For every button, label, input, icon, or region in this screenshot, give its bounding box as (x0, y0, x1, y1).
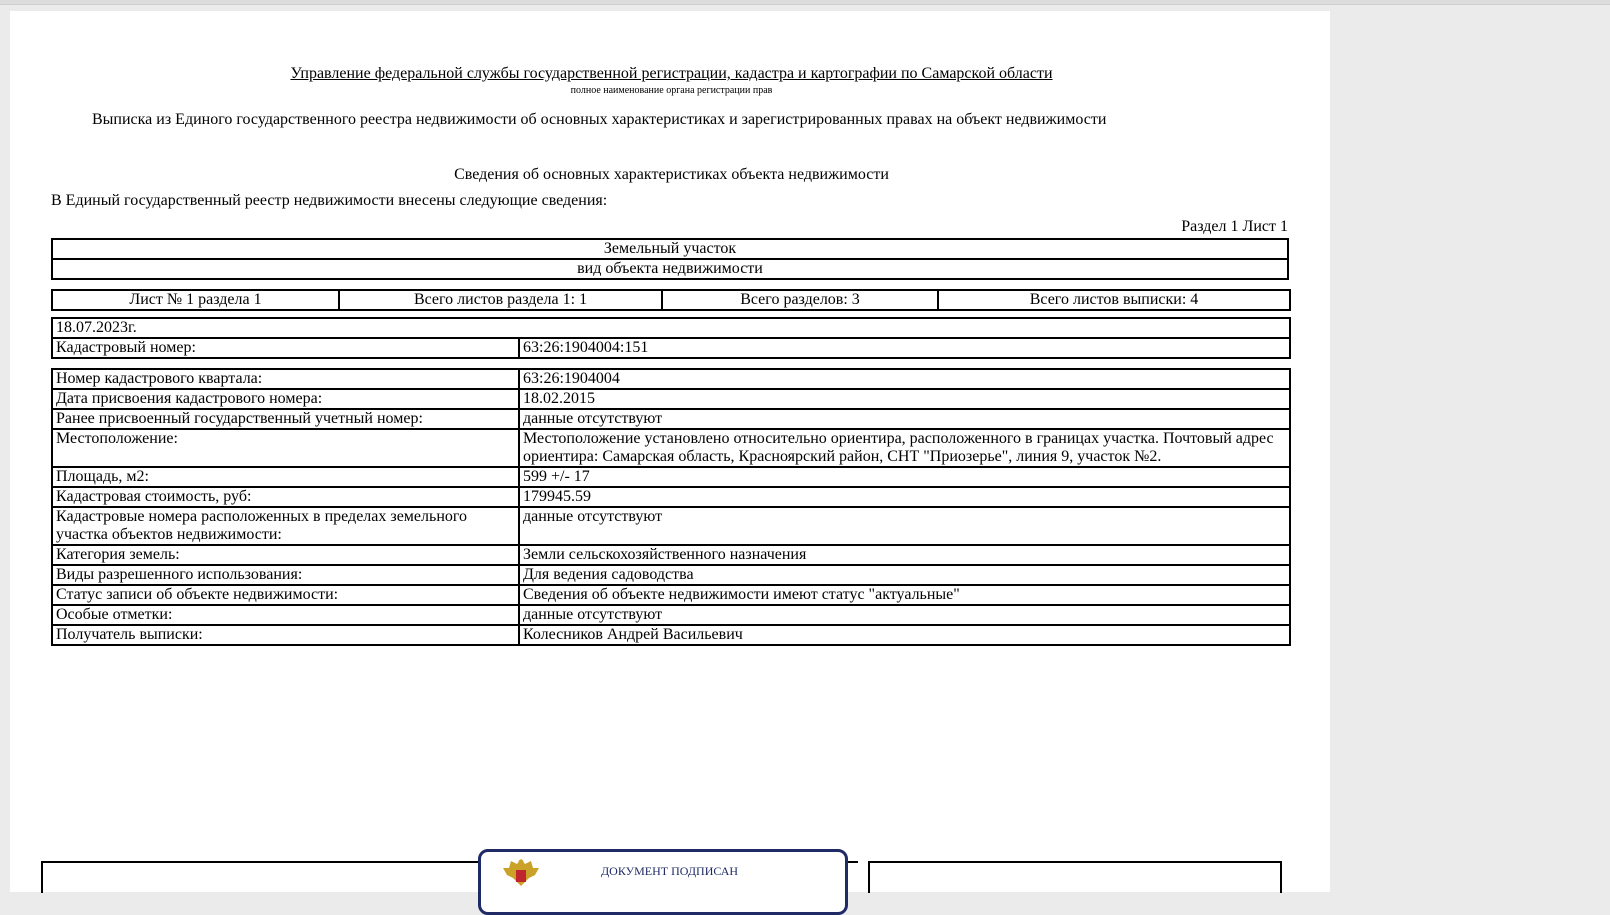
row-label: Площадь, м2: (52, 467, 519, 487)
document-page (10, 11, 1330, 892)
row-value: Для ведения садоводства (519, 565, 1290, 585)
row-label: Статус записи об объекте недвижимости: (52, 585, 519, 605)
row-label: Кадастровая стоимость, руб: (52, 487, 519, 507)
digital-signature-stamp (478, 849, 848, 915)
viewer-top-bar (0, 0, 1610, 5)
table-row (52, 507, 1290, 545)
row-value: Сведения об объекте недвижимости имеют статус "актуальные" (519, 585, 1290, 605)
row-label: Категория земель: (52, 545, 519, 565)
table-row (52, 487, 1290, 507)
row-label: Виды разрешенного использования: (52, 565, 519, 585)
sheets-table (51, 289, 1291, 311)
sheet-number: Лист № 1 раздела 1 (52, 290, 339, 310)
cadastral-number-value: 63:26:1904004:151 (519, 338, 1290, 358)
row-value: данные отсутствуют (519, 507, 1290, 545)
row-value: Земли сельскохозяйственного назначения (519, 545, 1290, 565)
table-row (52, 565, 1290, 585)
row-value: Колесников Андрей Васильевич (519, 625, 1290, 645)
row-label: Особые отметки: (52, 605, 519, 625)
row-label: Местоположение: (52, 429, 519, 467)
row-value: 599 +/- 17 (519, 467, 1290, 487)
table-row (52, 585, 1290, 605)
row-label: Кадастровые номера расположенных в пределах земельного участка объектов недвижимости: (52, 507, 519, 545)
signature-table-right (868, 861, 1282, 893)
extract-sheets-total: Всего листов выписки: 4 (938, 290, 1290, 310)
extract-title: Выписка из Единого государственного реестра недвижимости об основных характеристиках и зарегистрированных правах на объект недвижимости (92, 111, 1107, 128)
table-row (52, 389, 1290, 409)
table-row (52, 467, 1290, 487)
table-row (52, 545, 1290, 565)
row-label: Ранее присвоенный государственный учетный номер: (52, 409, 519, 429)
table-row (52, 369, 1290, 389)
section-title: Сведения об основных характеристиках объекта недвижимости (454, 166, 889, 183)
table-row (52, 605, 1290, 625)
sections-total: Всего разделов: 3 (662, 290, 938, 310)
row-value: 63:26:1904004 (519, 369, 1290, 389)
table-row (52, 429, 1290, 467)
row-value: данные отсутствуют (519, 605, 1290, 625)
viewer-background-pane (1330, 11, 1610, 892)
organization-caption: полное наименование органа регистрации прав (570, 85, 773, 96)
intro-text: В Единый государственный реестр недвижимости внесены следующие сведения: (51, 192, 608, 209)
row-label: Номер кадастрового квартала: (52, 369, 519, 389)
table-row (52, 625, 1290, 645)
row-value: 18.02.2015 (519, 389, 1290, 409)
row-label: Дата присвоения кадастрового номера: (52, 389, 519, 409)
row-label: Получатель выписки: (52, 625, 519, 645)
organization-name: Управление федеральной службы государственной регистрации, кадастра и картографии по Самарской области (290, 65, 1053, 82)
section-label: Раздел 1 Лист 1 (1181, 218, 1288, 235)
stamp-text: ДОКУМЕНТ ПОДПИСАН (601, 864, 739, 878)
object-type-table (51, 238, 1289, 280)
section-sheets-total: Всего листов раздела 1: 1 (339, 290, 662, 310)
date-cadastral-table (51, 317, 1291, 359)
row-value: Местоположение установлено относительно ориентира, расположенного в границах участка. Почтовый адрес ориентира: Самарская область, Красноярский район, СНТ "Приозерье", линия 9, участок №2. (519, 429, 1290, 467)
object-type: Земельный участок (52, 239, 1288, 259)
object-type-caption: вид объекта недвижимости (52, 259, 1288, 279)
characteristics-table (51, 368, 1291, 646)
table-row (52, 409, 1290, 429)
signature-table-left (41, 861, 481, 893)
emblem-icon (501, 856, 541, 886)
row-value: 179945.59 (519, 487, 1290, 507)
row-value: данные отсутствуют (519, 409, 1290, 429)
cadastral-number-label: Кадастровый номер: (52, 338, 519, 358)
extract-date: 18.07.2023г. (52, 318, 1290, 338)
